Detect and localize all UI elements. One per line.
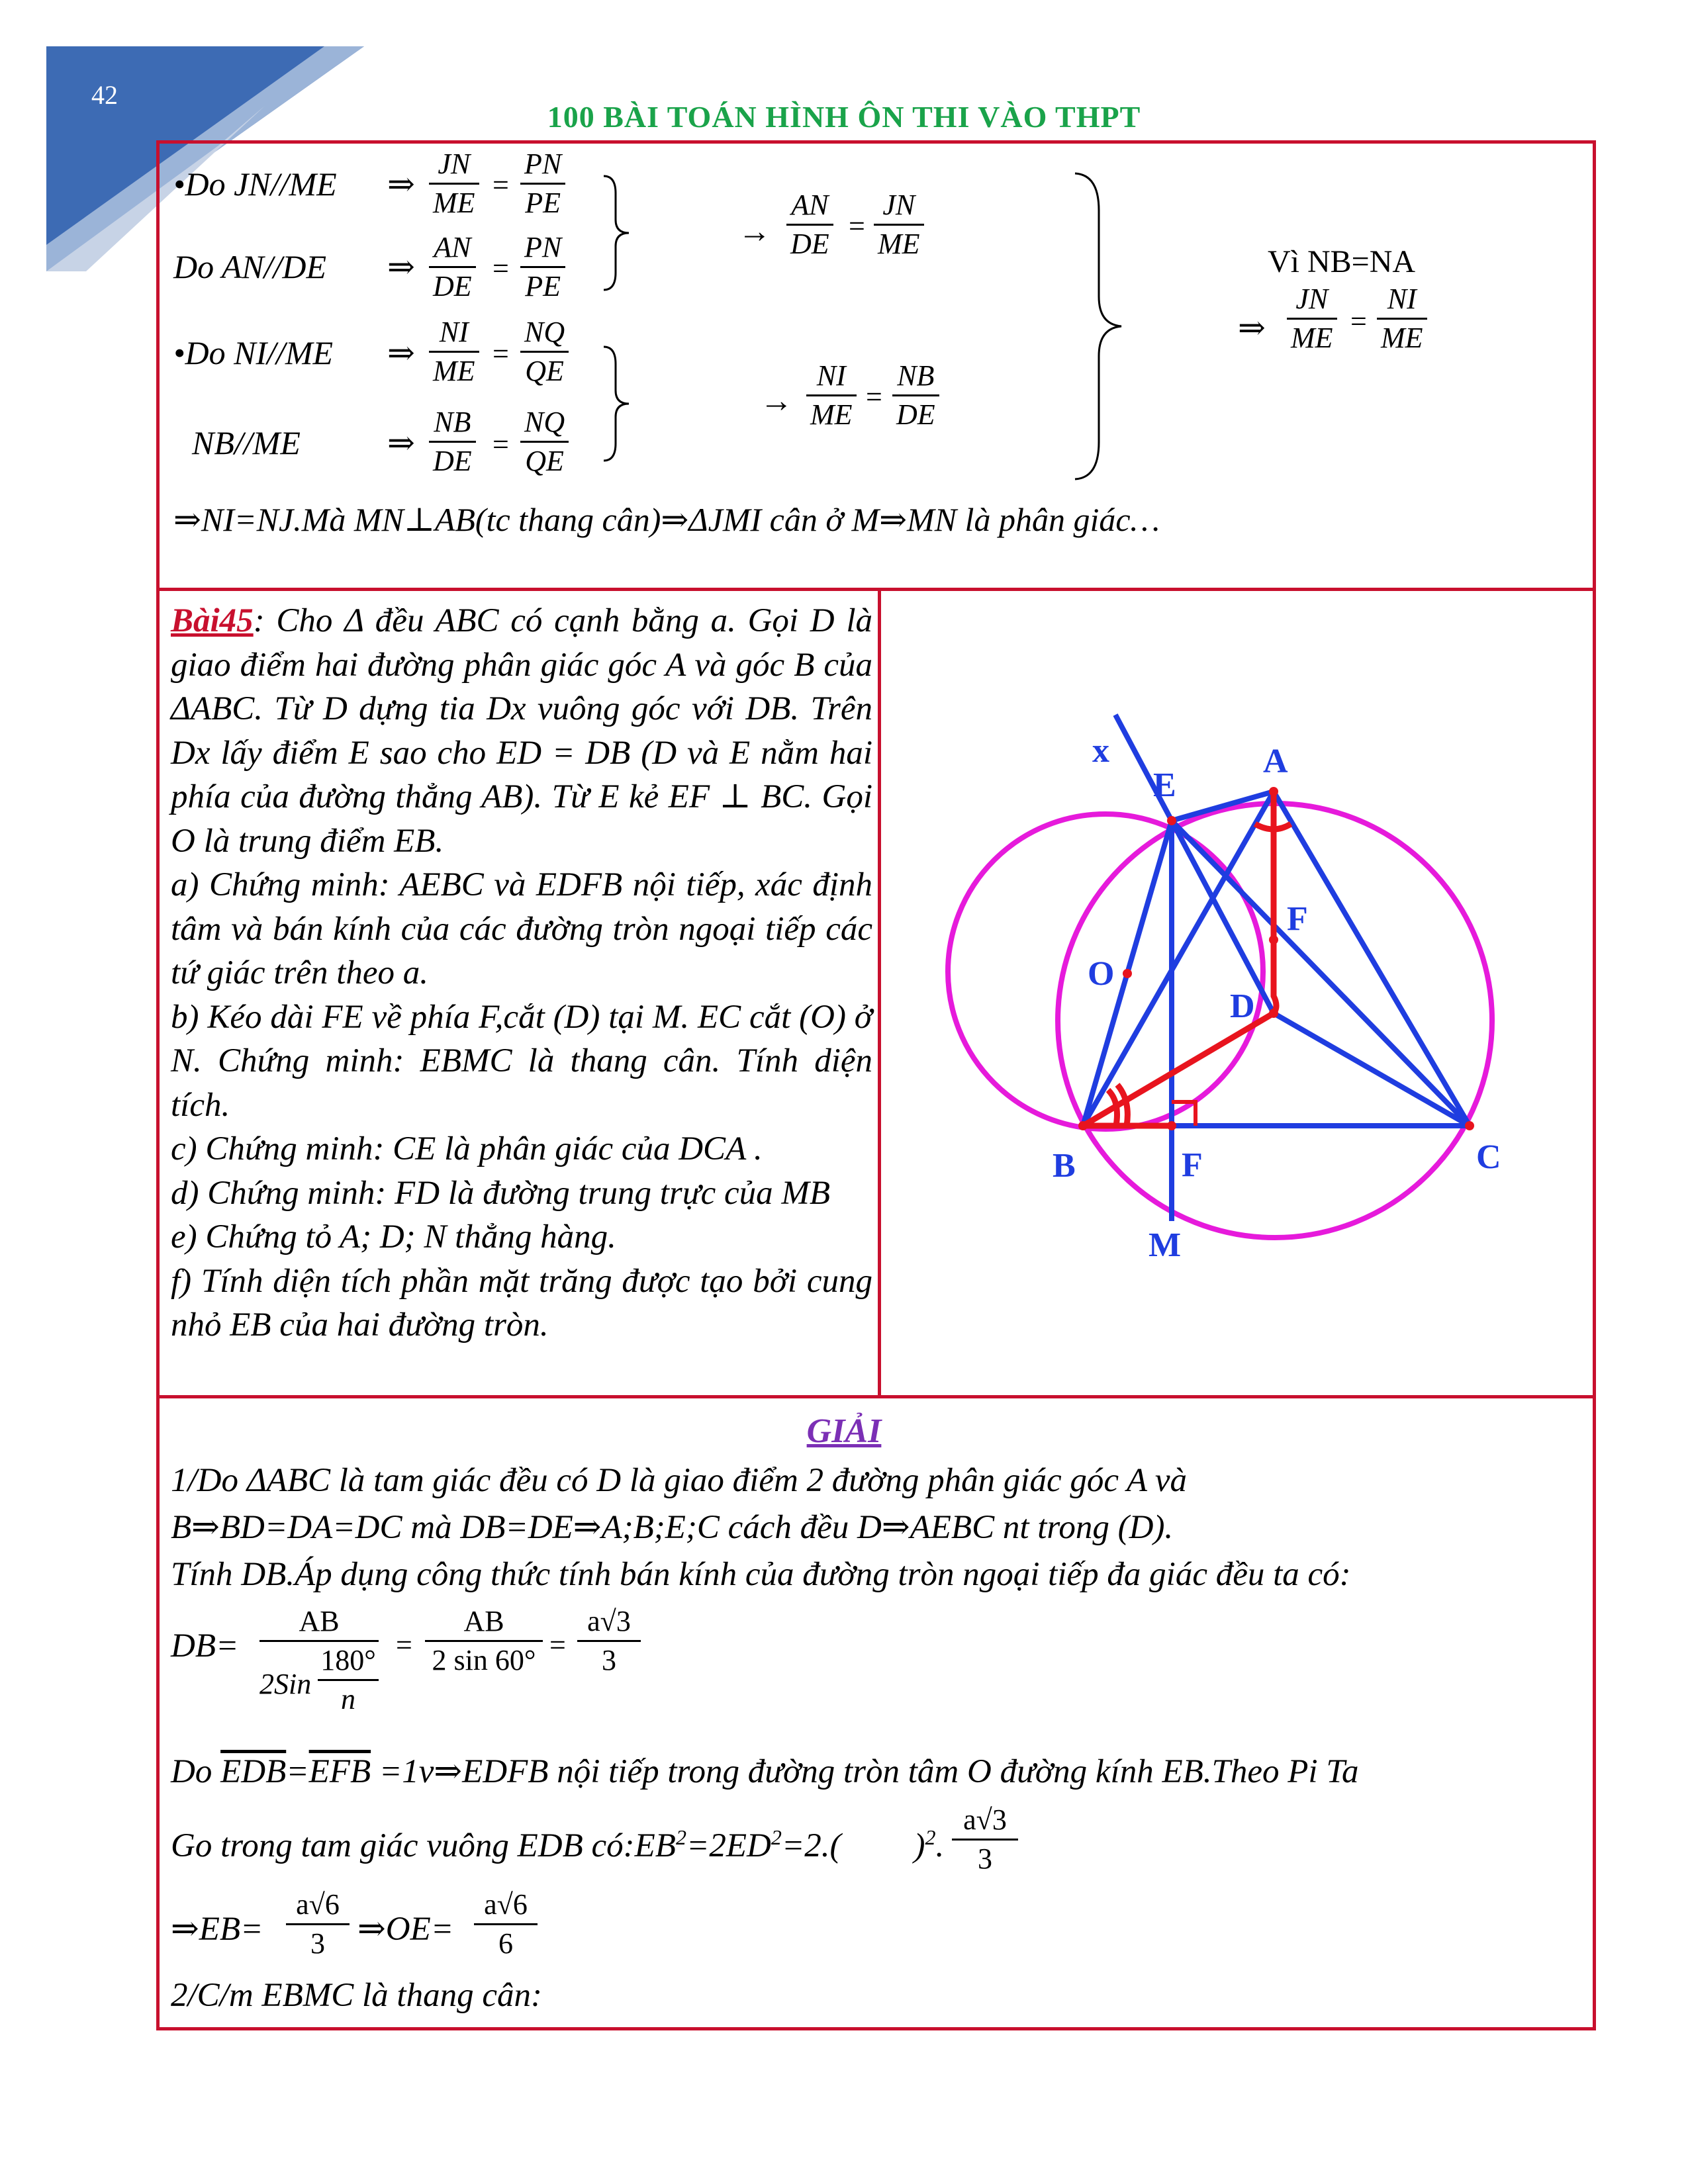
exercise-part-b: b) Kéo dài FE về phía F,cắt (D) tại M. EC cắt (O) ở N. Chứng minh: EBMC là thang cân. Tính diện tích. [171,998,872,1124]
equals-symbol: = [492,428,509,461]
db-label: DB= [171,1627,239,1664]
proof-fraction: NB DE [429,408,476,476]
arrow-symbol: → [738,212,771,250]
proof-fraction: NI ME [806,361,857,430]
right-brace-small [601,173,634,293]
proof-row4-label: NB//ME [192,424,301,461]
angle-efb: $\overline{EFB}$ [308,1753,371,1790]
label-m: M [1149,1226,1182,1264]
right-brace-small [601,344,634,463]
point-f-top [1269,935,1278,944]
solution-line-5: Go trong tam giác vuông EDB $có:EB^2=2ED^2=2$.( )$^2$. [171,1825,945,1864]
divider-2 [156,1395,1596,1398]
proof-fraction: NQ QE [520,318,569,386]
proof-row3-label: •Do NI//ME [173,334,334,371]
point-b [1078,1121,1088,1130]
point-f-bottom [1167,1121,1176,1130]
equals-symbol: = [549,1629,566,1661]
solution-line-2: B⇒BD=DA=DC mà DB=DE⇒A;B;E;C cách đều D⇒AEBC nt trong (D). [171,1509,1174,1546]
implies-symbol: ⇒ [387,248,415,285]
proof-fraction: JN ME [429,150,479,218]
divider-1 [156,588,1596,591]
db-fraction-3: a√3 3 [577,1607,641,1675]
pythagoras-fraction: a√3 3 [952,1805,1018,1874]
proof-row2-label: Do AN//DE [173,248,327,285]
db-fraction-2: AB 2 sin 60° [425,1607,543,1675]
db-fraction-1-inner-den: n [341,1683,355,1715]
proof-fraction: NB DE [892,361,939,430]
implies-symbol: ⇒ [387,165,415,203]
label-e: E [1153,766,1176,804]
divider-col [878,588,881,1396]
exercise-part-f: f) Tính diện tích phần mặt trăng được tạo bởi cung nhỏ EB của hai đường tròn. [171,1262,872,1343]
db-fraction-1-inner-num: 180° [320,1644,376,1676]
label-f-top: F [1287,900,1308,938]
label-a: A [1263,743,1288,780]
proof-fraction: NI ME [1377,285,1427,353]
solution-title: GIẢI [806,1412,882,1450]
implies-symbol: ⇒ [387,424,415,461]
point-c [1465,1121,1474,1130]
line-dc [1274,1013,1470,1126]
label-c: C [1476,1138,1501,1176]
geometry-figure [887,599,1589,1390]
equals-symbol: = [492,338,509,370]
line-ed [1172,821,1274,1013]
angle-edb: $\overline{EDB}$ [220,1753,287,1790]
oe-fraction: a√6 6 [474,1890,538,1958]
equals-symbol: = [866,381,882,413]
exercise-title: Bài45 [171,602,254,639]
equals-symbol: = [1350,305,1367,338]
proof-fraction: JN ME [874,191,924,259]
db-fraction-1: AB 2Sin 180° n [259,1607,379,1646]
proof-fraction: JN ME [1287,285,1337,353]
proof-fraction: AN DE [429,233,476,301]
eb-fraction: a√6 3 [286,1890,350,1958]
proof-fraction: PN PE [520,150,565,218]
proof-fraction: PN PE [520,233,565,301]
right-note: Vì NB=NA [1268,244,1416,279]
proof-conclusion: ⇒NI=NJ.Mà MN⊥AB(tc thang cân)⇒ΔJMI cân ở M⇒MN là phân giác… [173,501,1160,538]
implies-symbol: ⇒ [1238,309,1266,346]
db-fraction-1-den: 2Sin [259,1668,312,1700]
equals-symbol: = [849,210,865,242]
label-f-bottom: F [1182,1146,1203,1184]
proof-fraction: NI ME [429,318,479,386]
header-title: 100 BÀI TOÁN HÌNH ÔN THI VÀO THPT [547,100,1141,134]
right-brace-large [1072,171,1125,482]
label-x: x [1092,732,1109,770]
exercise-part-a: a) Chứng minh: AEBC và EDFB nội tiếp, xác định tâm và bán kính của các đường tròn ngoại tiếp các tứ giác trên theo a. [171,866,872,991]
equals-symbol: = [492,169,509,201]
exercise-part-c: c) Chứng minh: CE là phân giác của DCA . [171,1130,763,1167]
proof-row1-label: •Do JN//ME [173,165,337,203]
point-d [1269,1009,1278,1018]
eb-label: ⇒EB= [171,1911,263,1948]
line-af [1274,792,1276,1013]
point-e [1167,816,1176,825]
label-b: B [1053,1147,1076,1185]
page-number: 42 [91,80,118,110]
equals-symbol: = [492,252,509,285]
solution-line-4: Do $\overline{EDB}=\overline{EFB}$ =1v⇒EDFB nội tiếp trong đường tròn tâm O đường kính EB.Theo Pi Ta [171,1753,1359,1790]
point-a [1269,787,1278,796]
solution-line-7: 2/C/m EBMC là thang cân: [171,1977,542,2014]
proof-fraction: NQ QE [520,408,569,476]
oe-label: ⇒OE= [357,1911,454,1948]
exercise-part-e: e) Chứng tỏ A; D; N thẳng hàng. [171,1218,616,1255]
proof-fraction: AN DE [786,191,833,259]
solution-line-1: 1/Do ΔABC là tam giác đều có D là giao điểm 2 đường phân giác góc A và [171,1462,1187,1499]
solution-line-3: Tính DB.Áp dụng công thức tính bán kính của đường tròn ngoại tiếp đa giác đều ta có: [171,1556,1351,1593]
label-o: O [1088,955,1115,993]
arrow-symbol: → [760,382,793,419]
equals-symbol: = [396,1629,412,1661]
exercise-part-d: d) Chứng minh: FD là đường trung trực của MB [171,1174,830,1212]
implies-symbol: ⇒ [387,334,415,371]
exercise-text [171,599,872,1347]
label-d: D [1230,987,1255,1025]
point-o [1123,969,1132,978]
exercise-intro: : Cho Δ đều ABC có cạnh bằng a. Gọi D là giao điểm hai đường phân giác góc A và góc B của ΔABC. Từ D dựng tia Dx vuông góc với DB. Trên Dx lấy điểm E sao cho ED = DB (D và E nằm hai phía của đường thẳng AB). Từ E kẻ EF ⊥ BC. Gọi O là trung điểm EB. [171,602,872,860]
